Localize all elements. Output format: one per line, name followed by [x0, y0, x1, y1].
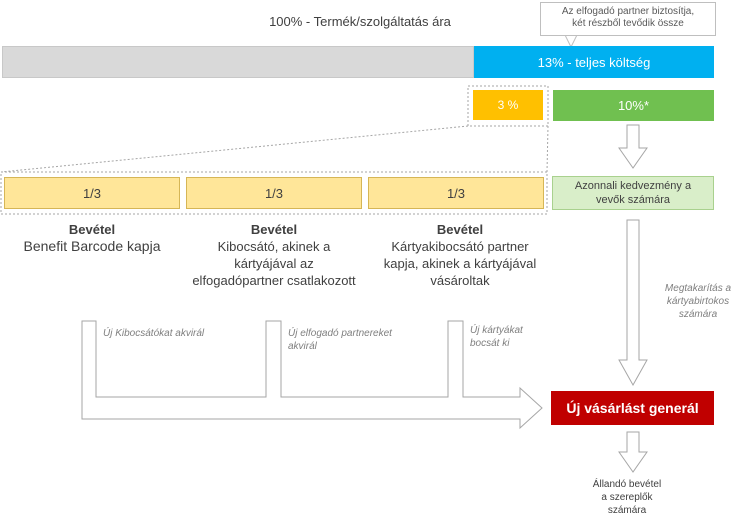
savings-line-1: Megtakarítás a: [664, 283, 732, 294]
revenue-heading-3: Bevétel: [436, 222, 484, 237]
discount-line-1: Azonnali kedvezmény a: [574, 180, 692, 192]
new-purchase-box: Új vásárlást generál: [551, 391, 714, 425]
final-line-2: a szereplők: [601, 492, 653, 503]
action-3-line-2: bocsát ki: [470, 338, 510, 349]
revenue-text-3b: kapja, akinek a kártyájával: [383, 256, 537, 271]
revenue-text-3a: Kártyakibocsátó partner: [391, 239, 529, 254]
action-label-1: [103, 327, 263, 340]
final-line-1: Állandó bevétel: [592, 479, 662, 490]
price-bar: [2, 46, 474, 78]
savings-label: [648, 282, 748, 321]
arrow-down-final-icon: [619, 432, 647, 472]
expand-line-left: [1, 126, 468, 172]
revenue-heading-1: Bevétel: [68, 222, 116, 237]
revenue-text-2c: elfogadópartner csatlakozott: [192, 273, 356, 288]
expand-line-right: [547, 126, 548, 172]
savings-line-3: számára: [678, 309, 718, 320]
total-cost-bar: 13% - teljes költség: [474, 46, 714, 78]
callout-line-1: Az elfogadó partner biztosítja,: [561, 6, 695, 17]
revenue-heading-2: Bevétel: [250, 222, 298, 237]
revenue-text-1: Benefit Barcode kapja: [23, 238, 161, 254]
action-label-3: [470, 324, 550, 350]
revenue-block-2: [178, 221, 370, 289]
action-label-2: [288, 327, 448, 353]
arrow-down-icon: [619, 125, 647, 168]
three-percent-box: 3 %: [473, 90, 543, 120]
third-box-2: 1/3: [186, 177, 362, 209]
action-3-line-1: Új kártyákat: [470, 325, 523, 336]
revenue-text-2b: kártyájával az: [234, 256, 314, 271]
discount-line-2: vevők számára: [596, 194, 670, 206]
action-2-line-2: akvirál: [288, 341, 317, 352]
price-title: 100% - Termék/szolgáltatás ára: [269, 14, 451, 29]
callout-line-2: két részből tevődik össze: [572, 18, 684, 29]
revenue-text-3c: vásároltak: [430, 273, 490, 288]
steady-revenue-label: [572, 478, 682, 517]
action-2-line-1: Új elfogadó partnereket: [288, 328, 392, 339]
revenue-block-1: [4, 221, 180, 255]
partner-callout: [540, 2, 716, 36]
revenue-block-3: [372, 221, 548, 289]
ten-percent-box: 10%*: [553, 90, 714, 121]
instant-discount-box: [552, 176, 714, 210]
action-1-line-1: Új Kibocsátókat akvirál: [103, 328, 205, 339]
arrow-down-long-icon: [619, 220, 647, 385]
third-box-1: 1/3: [4, 177, 180, 209]
revenue-text-2a: Kibocsátó, akinek a: [217, 239, 331, 254]
savings-line-2: kártyabirtokos: [666, 296, 730, 307]
final-line-3: számára: [607, 505, 647, 516]
third-box-3: 1/3: [368, 177, 544, 209]
